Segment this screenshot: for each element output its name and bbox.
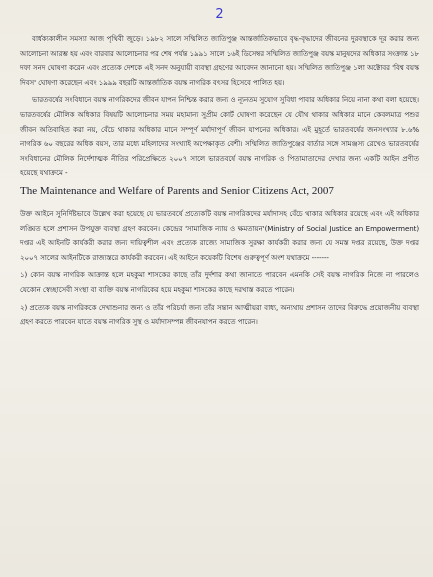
paragraph-act-details: উক্ত আইনে সুনির্দিষ্টভাবে উল্লেখ করা হয়েছে যে ভারতবর্ষে প্রত্যেকটি বয়স্ক নাগরিকদের মর্যাদাসহ বেঁচে থাকার অধিকার রয়েছে এবং এই অধিকার লঙ্ঘিত হলে প্রশাসন উপযুক্ত ব্যবস্থা গ্রহণ করবেন। কেন্দ্রের 'সামাজিক ন্যায় ও ক্ষমতায়ন'(Ministry of Social Justice an Empowerment) দপ্তর এই আইনটি কার্যকরী করার জন্য দায়িত্বশীল এবং প্রত্যেক রাজ্যে সামাজিক সুরক্ষা কার্যকরী করার জন্য যে সমস্ত দপ্তর রয়েছে, উক্ত দপ্তর ২০০৭ সালের আইনটিকে রাজ্যস্তরে কার্যকরী করবেন। এই আইনে কয়েকটি বিশেষ গুরুত্বপূর্ণ অংশ যথাক্রমে ------- [20,208,419,262]
paragraph-intro: বার্ধক্যকালীন সমস্যা আজ পৃথিবী জুড়ে। ১৯৮২ সালে সম্মিলিত জাতিপুঞ্জ আন্তর্জাতিকভাবে বৃদ্ধ-বৃদ্ধাদের জীবনের দুরবস্থাকে দূর করার জন্য আলোচনা আরম্ভ হয় এবং বারবার আলোচনার পর শেষ পর্যন্ত ১৯৯১ সালে ১৬ই ডিসেম্বর সম্মিলিত জাতিপুঞ্জ বয়স্ক মানুষদের অধিকার সংক্রান্ত ১৮ দফা সনদ ঘোষণা করেন এবং প্রত্যেক দেশকে এই সনদ অনুযায়ী ব্যবস্থা গ্রহণের আবেদন জানানো হয়। সম্মিলিত জাতিপুঞ্জ ১লা অক্টোবর 'বিশ্ব বয়স্ক দিবস' ঘোষণা করেছেন এবং ১৯৯৯ বছরটি আন্তর্জাতিক বয়স্ক নাগরিক বৎসর হিসেবে পালিত হয়। [20,34,419,87]
page-number: 2 [215,7,224,22]
paragraph-constitution: ভারতবর্ষের সংবিধানে বয়স্ক নাগরিকদের জীবন যাপন নিশ্চিন্ত করার জন্য ও ন্যূনতম সুযোগ সুবিধা পাবার অধিকার নিয়ে নানা কথা বলা হয়েছে। ভারতবর্ষের মৌলিক অধিকার বিষয়টি আলোচনার সময় মহামান্য সুপ্রীম কোর্ট ঘোষণা করেছেন যে যৌথ থাকার অধিকার মানে কেবলমাত্র পশুর জীবন অতিবাহিত করা নয়, বেঁচে থাকার অধিকার মানে সম্পূর্ণ মর্যাদাপূর্ণ জীবন যাপনের অধিকার। এই মুহূর্তে ভারতবর্ষের জনসংখ্যার ৮.৬% নাগরিক ৬০ বছরের অধিক বয়স, তার মধ্যে মহিলাদের সংখ্যাই অপেক্ষাকৃত বেশী। সম্মিলিত জাতিপুঞ্জের বার্তার সঙ্গে সামঞ্জস্য রেখেও ভারতবর্ষের সংবিধানের মৌলিক নির্দেশাত্মক নীতির পরিপ্রেক্ষিতে ২০০৭ সালে ভারতবর্ষে বয়স্ক নাগরিক ও পিতামাতাদের দেখার জন্য একটি আইন প্রণীত হয়েছে যথাক্রমে - [20,95,419,178]
provision-list [20,268,419,329]
act-title: The Maintenance and Welfare of Parents and Senior Citizens Act, 2007 [20,184,334,197]
list-item: ১) কোন বয়স্ক নাগরিক আক্রান্ত হলে মহকুমা শাসকের কাছে তাঁর দুর্দশার কথা জানাতে পারবেন এমনকি সেই বয়স্ক নাগরিক নিজে না পারলেও যেকোন স্বেচ্ছাসেবী সংস্থা বা ব্যক্তি বয়স্ক নাগরিকের হয়ে মহকুমা শাসকের কাছে দরখাস্ত করতে পারেন। [20,270,419,294]
list-item: ২) প্রত্যেক বয়স্ক নাগরিককে দেখাশুনার জন্য ও তাঁর পরিচর্যা জন্য তাঁর সন্তান আত্মীয়রা বাধ্য, অন্যথায় প্রশাসন তাদের বিরুদ্ধে প্রয়োজনীয় ব্যবস্থা গ্রহণ করতে পারবেন যাতে বয়স্ক নাগরিক সুস্থ ও মর্যাদাসম্পন্ন জীবনযাপন করতে পারেন। [20,302,419,327]
